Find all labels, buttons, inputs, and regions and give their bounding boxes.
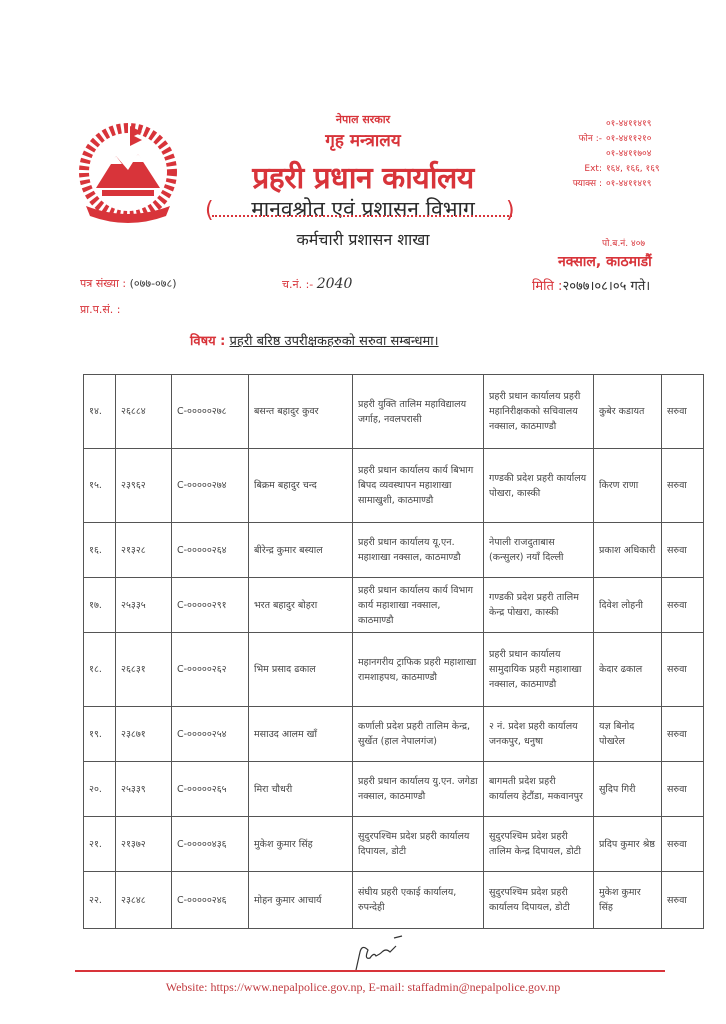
code-cell: C-०००००४३६: [172, 817, 249, 872]
current-office-cell: सुदुरपश्चिम प्रदेश प्रहरी कार्यालय दिपायल, डोटी: [353, 817, 484, 872]
name-cell: मोहन कुमार आचार्य: [249, 872, 353, 929]
action-cell: सरुवा: [662, 449, 704, 523]
name-cell: मुकेश कुमार सिंह: [249, 817, 353, 872]
id-cell: २३८७१: [116, 707, 172, 762]
id-cell: २१३२८: [116, 523, 172, 578]
ministry-name: गृह मन्त्रालय: [325, 131, 401, 151]
table-row: [84, 817, 704, 872]
subject-line: [190, 331, 439, 349]
serial-cell: १५.: [84, 449, 116, 523]
id-cell: २३९६२: [116, 449, 172, 523]
action-cell: सरुवा: [662, 578, 704, 633]
reference-number: [80, 276, 177, 291]
cn-label: च.नं. :-: [282, 278, 314, 291]
ext-value: १६४, १६६, १६९: [606, 164, 660, 174]
letter-date: [532, 276, 650, 294]
new-office-cell: प्रहरी प्रधान कार्यालय सामुदायिक प्रहरी महाशाखा नक्साल, काठमाण्डौ: [484, 633, 594, 707]
decorative-dotted-line: [212, 215, 512, 217]
name-cell: भिम प्रसाद ढकाल: [249, 633, 353, 707]
fax-label: फ्याक्स :: [572, 179, 602, 189]
current-office-cell: महानगरीय ट्राफिक प्रहरी महाशाखा रामशाहपथ, काठमाण्डौ: [353, 633, 484, 707]
code-cell: C-०००००२७४: [172, 449, 249, 523]
table-row: [84, 633, 704, 707]
ref-value: (०७७-०७८): [129, 277, 177, 290]
serial-cell: २१.: [84, 817, 116, 872]
table-row: [84, 872, 704, 929]
table-row: [84, 375, 704, 449]
serial-cell: १८.: [84, 633, 116, 707]
office-address: नक्साल, काठमाडौं: [558, 254, 652, 270]
contact-block: [560, 117, 660, 192]
serial-cell: २२.: [84, 872, 116, 929]
ext-label: Ext:: [584, 164, 602, 174]
action-cell: सरुवा: [662, 872, 704, 929]
table-row: [84, 762, 704, 817]
new-office-cell: २ नं. प्रदेश प्रहरी कार्यालय जनकपुर, धनुषा: [484, 707, 594, 762]
serial-cell: १९.: [84, 707, 116, 762]
new-office-cell: प्रहरी प्रधान कार्यालय प्रहरी महानिरीक्षकको सचिवालय नक्साल, काठमाण्डौ: [484, 375, 594, 449]
current-office-cell: प्रहरी युक्ति तालिम महाविद्यालय जर्गाह, नवलपरासी: [353, 375, 484, 449]
dispatch-number: [282, 276, 352, 292]
replacement-cell: मुकेश कुमार सिंह: [594, 872, 662, 929]
serial-cell: १४.: [84, 375, 116, 449]
id-cell: २५३३५: [116, 578, 172, 633]
phone-3: ०१-४४११७०४: [606, 149, 652, 159]
current-office-cell: प्रहरी प्रधान कार्यालय यू.एन. महाशाखा नक्साल, काठमाण्डौ: [353, 523, 484, 578]
signature-icon: [350, 930, 410, 975]
code-cell: C-०००००२९१: [172, 578, 249, 633]
table-row: [84, 523, 704, 578]
current-office-cell: प्रहरी प्रधान कार्यालय यु.एन. जगेडा नक्साल, काठमाण्डौ: [353, 762, 484, 817]
new-office-cell: सुदुरपश्चिम प्रदेश प्रहरी कार्यालय दिपायल, डोटी: [484, 872, 594, 929]
action-cell: सरुवा: [662, 523, 704, 578]
current-office-cell: कर्णाली प्रदेश प्रहरी तालिम केन्द्र, सुर्खेत (हाल नेपालगंज): [353, 707, 484, 762]
new-office-cell: नेपाली राजदुताबास (कन्सुलर) नयाँ दिल्ली: [484, 523, 594, 578]
code-cell: C-०००००२६२: [172, 633, 249, 707]
serial-cell: १७.: [84, 578, 116, 633]
replacement-cell: यज्ञ बिनोद पोखरेल: [594, 707, 662, 762]
new-office-cell: गण्डकी प्रदेश प्रहरी तालिम केन्द्र पोखरा, कास्की: [484, 578, 594, 633]
id-cell: २६८८४: [116, 375, 172, 449]
phone-1: ०१-४४११४१९: [606, 119, 652, 129]
fax-value: ०१-४४११४१९: [606, 179, 652, 189]
replacement-cell: प्रकाश अधिकारी: [594, 523, 662, 578]
name-cell: बिक्रम बहादुर चन्द: [249, 449, 353, 523]
code-cell: C-०००००२४६: [172, 872, 249, 929]
replacement-cell: केदार ढकाल: [594, 633, 662, 707]
replacement-cell: प्रदिप कुमार श्रेष्ठ: [594, 817, 662, 872]
decorative-paren-left: (: [205, 198, 214, 223]
department-name: मानवश्रोत एवं प्रशासन विभाग: [251, 197, 475, 221]
ref-label: पत्र संख्या :: [80, 277, 127, 290]
code-cell: C-०००००२५४: [172, 707, 249, 762]
replacement-cell: किरण राणा: [594, 449, 662, 523]
code-cell: C-०००००२६५: [172, 762, 249, 817]
action-cell: सरुवा: [662, 375, 704, 449]
action-cell: सरुवा: [662, 762, 704, 817]
serial-cell: १६.: [84, 523, 116, 578]
cn-value: 2040: [316, 276, 353, 292]
name-cell: भरत बहादुर बोहरा: [249, 578, 353, 633]
name-cell: मिरा चौधरी: [249, 762, 353, 817]
decorative-paren-right: ): [506, 198, 515, 223]
name-cell: बसन्त बहादुर कुवर: [249, 375, 353, 449]
name-cell: बीरेन्द्र कुमार बस्याल: [249, 523, 353, 578]
replacement-cell: दिवेश लोहनी: [594, 578, 662, 633]
id-cell: २३८४८: [116, 872, 172, 929]
subject-text: प्रहरी बरिष्ठ उपरीक्षकहरुको सरुवा सम्बन्धमा।: [229, 334, 439, 349]
current-office-cell: प्रहरी प्रधान कार्यालय कार्य विभाग कार्य महाशाखा नक्साल, काठमाण्डौ: [353, 578, 484, 633]
code-cell: C-०००००२६४: [172, 523, 249, 578]
table-row: [84, 449, 704, 523]
action-cell: सरुवा: [662, 633, 704, 707]
id-cell: २५३३९: [116, 762, 172, 817]
prps-label: प्रा.प.सं. :: [80, 303, 121, 316]
serial-cell: २०.: [84, 762, 116, 817]
current-office-cell: प्रहरी प्रधान कार्यालय कार्य बिभाग बिपद व्यवस्थापन महाशाखा सामाखुशी, काठमाण्डौ: [353, 449, 484, 523]
new-office-cell: सुदुरपश्चिम प्रदेश प्रहरी तालिम केन्द्र दिपायल, डोटी: [484, 817, 594, 872]
replacement-cell: कुबेर कडायत: [594, 375, 662, 449]
table-row: [84, 707, 704, 762]
action-cell: सरुवा: [662, 707, 704, 762]
current-office-cell: संघीय प्रहरी एकाई कार्यालय, रुपन्देही: [353, 872, 484, 929]
date-label: मिति :: [532, 279, 563, 294]
id-cell: २६८३१: [116, 633, 172, 707]
branch-name: कर्मचारी प्रशासन शाखा: [296, 230, 430, 249]
phone-2: ०१-४४११२१०: [606, 134, 652, 144]
subject-label: विषय :: [190, 334, 226, 349]
new-office-cell: गण्डकी प्रदेश प्रहरी कार्यालय पोखरा, कास्की: [484, 449, 594, 523]
footer-contact: Website: https://www.nepalpolice.gov.np, E-mail: staffadmin@nepalpolice.gov.np: [165, 980, 561, 994]
government-name: नेपाल सरकार: [335, 113, 391, 126]
date-value: २०७७।०८।०५ गते।: [562, 279, 651, 294]
action-cell: सरुवा: [662, 817, 704, 872]
id-cell: २१३७२: [116, 817, 172, 872]
transfer-table: [83, 374, 704, 929]
po-box: पो.ब.नं. ४०७: [602, 239, 646, 249]
footer-divider: [75, 970, 665, 972]
name-cell: मसाउद आलम खाँ: [249, 707, 353, 762]
new-office-cell: बागमती प्रदेश प्रहरी कार्यालय हेटौंडा, मकवानपुर: [484, 762, 594, 817]
table-row: [84, 578, 704, 633]
code-cell: C-०००००२७८: [172, 375, 249, 449]
replacement-cell: सुदिप गिरी: [594, 762, 662, 817]
office-name: प्रहरी प्रधान कार्यालय: [252, 161, 474, 196]
phone-label: फोन :-: [578, 134, 602, 144]
